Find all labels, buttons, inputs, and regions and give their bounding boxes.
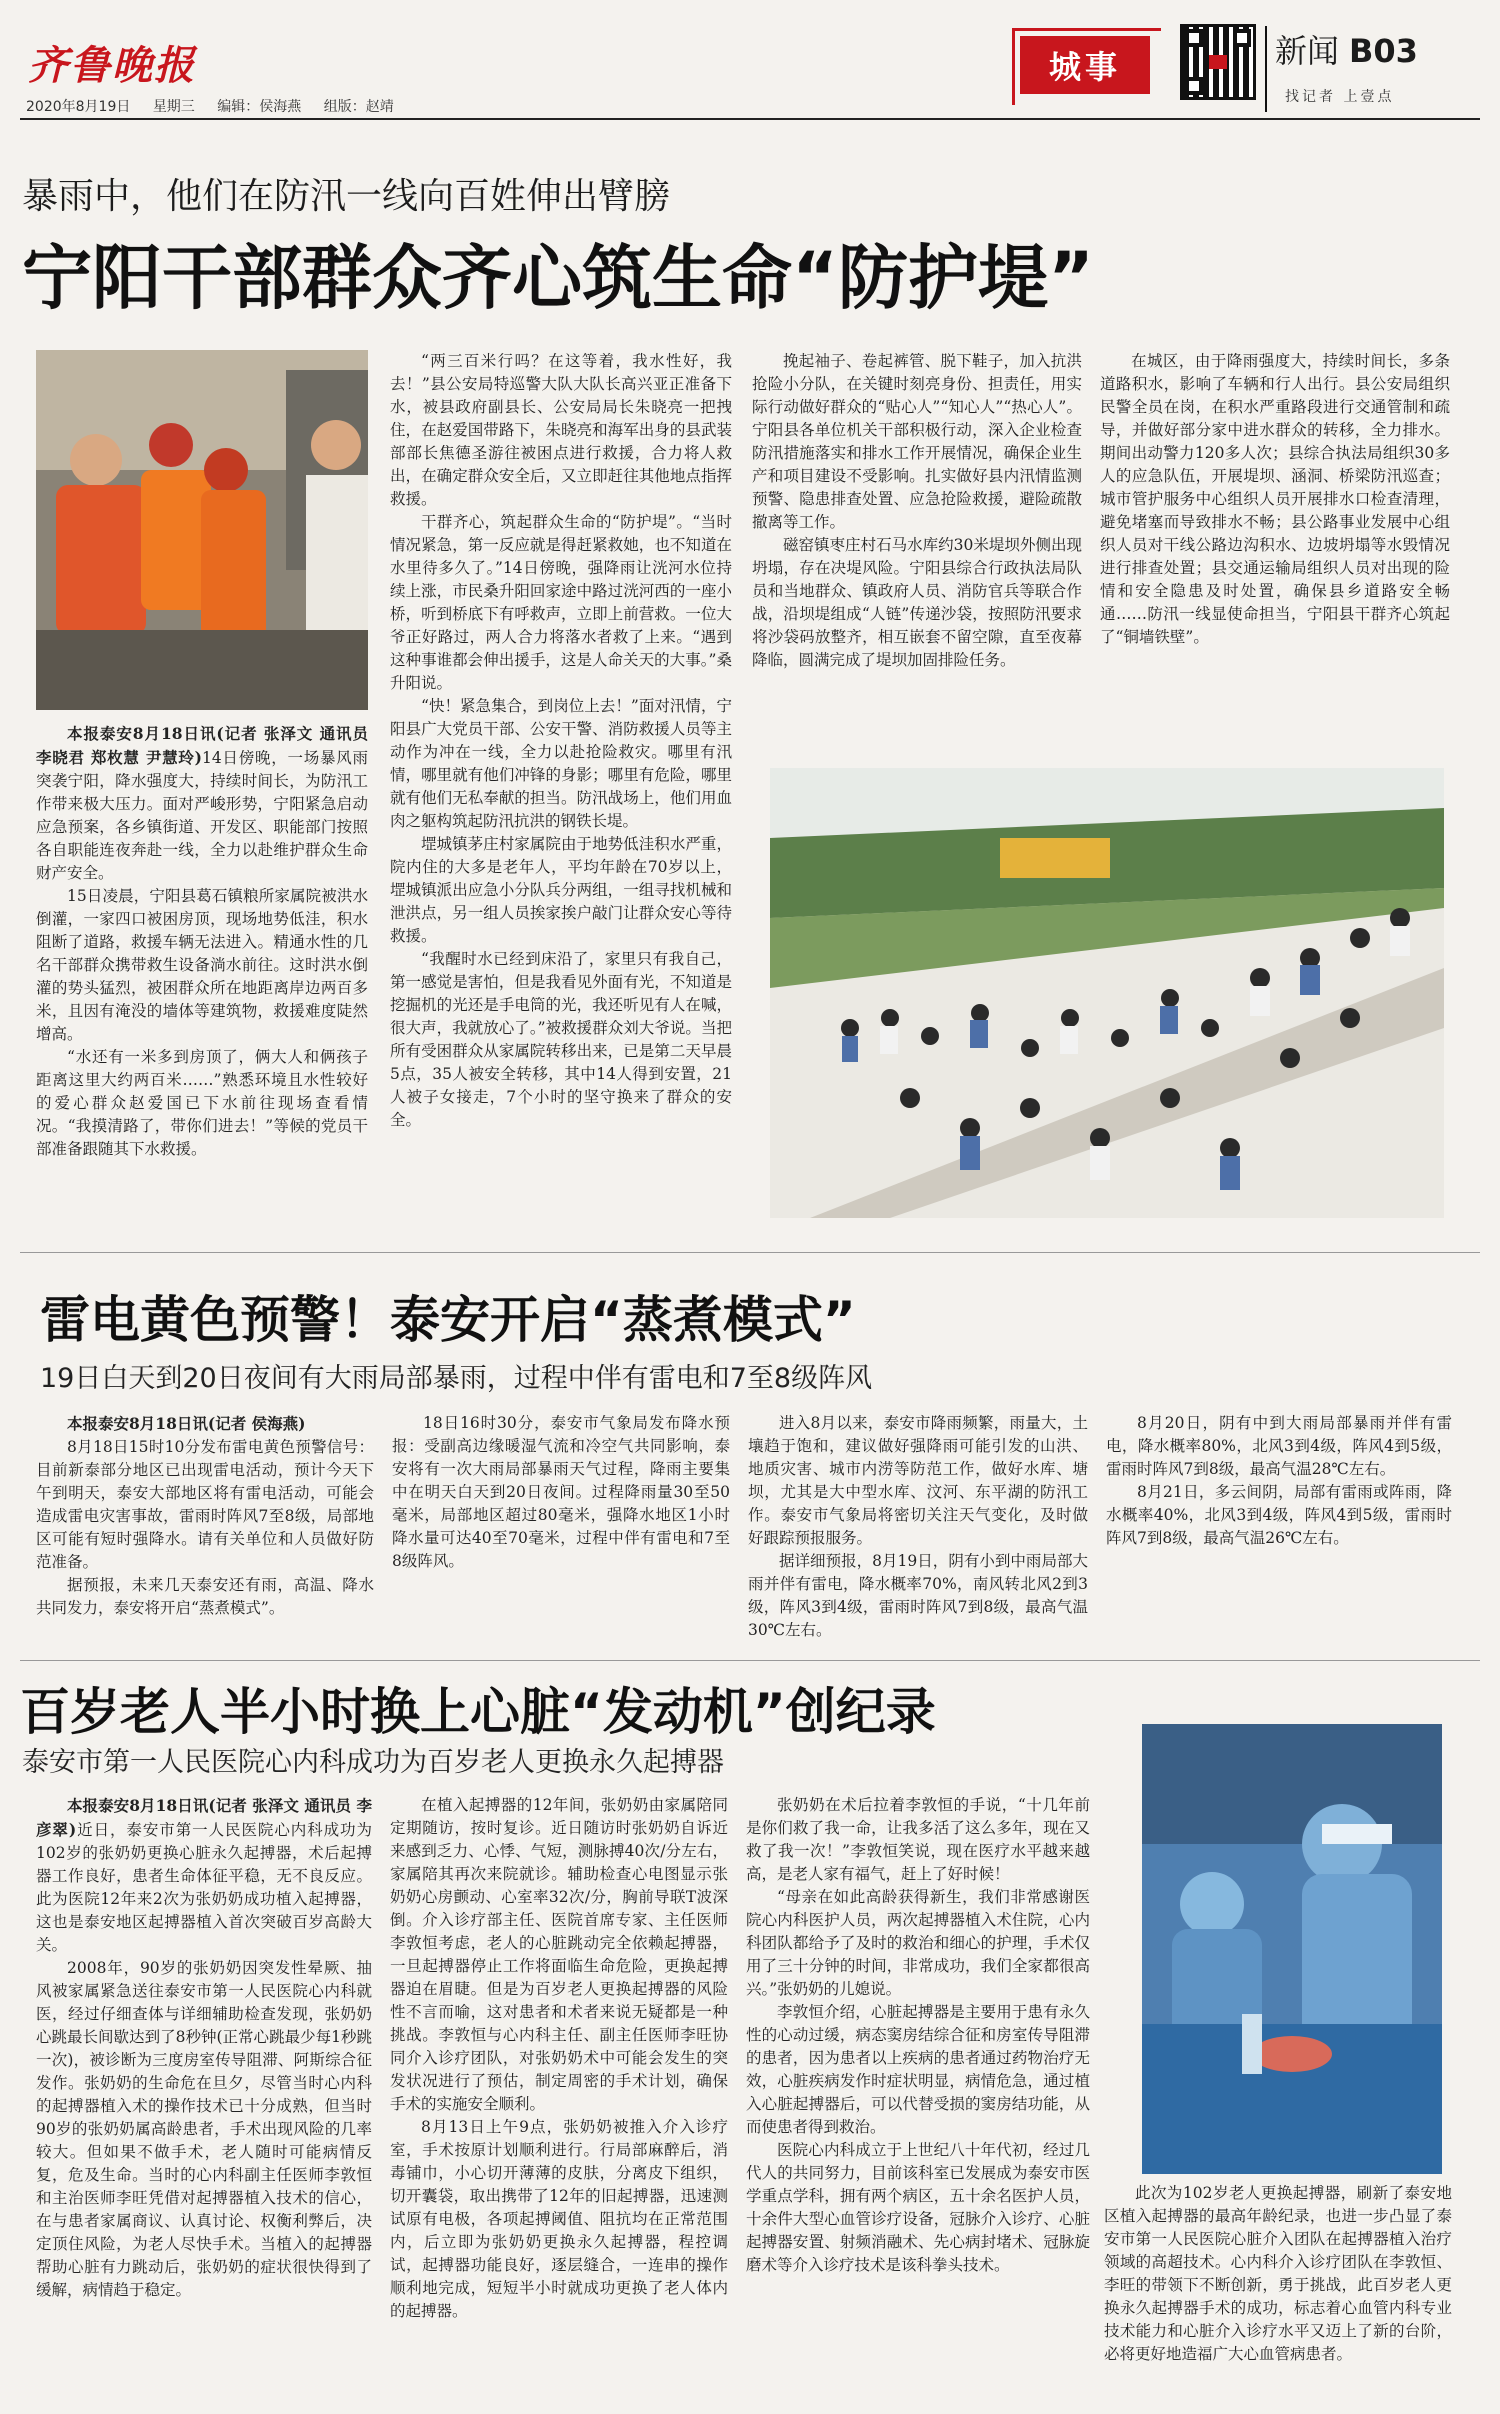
masthead <box>20 14 1480 114</box>
story3-headline: 百岁老人半小时换上心脏“发动机”创纪录 <box>20 1683 936 1741</box>
story1-column-3 <box>752 350 1082 750</box>
story3-paragraph: 张奶奶在术后拉着李敦恒的手说，“十几年前是你们救了我一命，让我多活了这么多年，现在又救了我一次！”李敦恒笑说，现在医疗水平越来越高，是老人家有福气，赶上了好时候！ <box>746 1796 1090 1883</box>
story3-paragraph: 此次为102岁老人更换起搏器，刷新了泰安地区植入起搏器的最高年龄纪录，也进一步凸显了泰安市第一人民医院心脏介入团队在起搏器植入治疗领域的高超技术。心内科介入诊疗团队在李敦恒、李旺的带领下不断创新，勇于挑战，此百岁老人更换永久起搏器手术的成功，标志着心血管内科专业技术能力和心脏介入诊疗水平又迈上了新的台阶，必将更好地造福广大心血管病患者。 <box>1104 2184 1452 2363</box>
story3-subhead: 泰安市第一人民医院心内科成功为百岁老人更换永久起搏器 <box>22 1747 724 1778</box>
story1-paragraph: “快！紧急集合，到岗位上去！”面对汛情，宁阳县广大党员干部、公安干警、消防救援人员等主动作为冲在一线，全力以赴抢险救灾。哪里有汛情，哪里就有他们冲锋的身影；哪里有危险，哪里就有他们无私奉献的担当。防汛战场上，他们用血肉之躯构筑起防汛抗洪的钢铁长堤。 <box>390 697 732 830</box>
story2-paragraph: 8月21日，多云间阴，局部有雷雨或阵雨，降水概率40%，北风3到4级，阵风4到5级，雷雨时阵风7到8级，最高气温26℃左右。 <box>1106 1483 1452 1547</box>
issue-dateline <box>26 96 412 116</box>
story3-column-1 <box>36 1794 372 2394</box>
story2-column-2 <box>392 1412 730 1647</box>
story3-surgery-photo <box>1142 1724 1442 2174</box>
page-number: B03 <box>1349 32 1418 70</box>
page-category: 新闻 <box>1275 32 1340 70</box>
story2-dateline: 本报泰安8月18日讯(记者 侯海燕) <box>67 1414 306 1433</box>
story1-dateline: 本报泰安8月18日讯(记者 张泽文 通讯员 李晓君 郑枚慧 尹慧玲) <box>36 724 368 767</box>
story1-paragraph: 干群齐心，筑起群众生命的“防护堤”。“当时情况紧急，第一反应就是得赶紧救她，也不知道在水里待多久了。”14日傍晚，强降雨让洸河水位持续上涨，市民桑升阳回家途中路过洸河西的一座小桥，听到桥底下有呼救声，立即上前营救。一位大爷正好路过，两人合力将落水者救了上来。“遇到这种事谁都会伸出援手，这是人命关天的大事。”桑升阳说。 <box>390 513 732 692</box>
issue-editor: 编辑：侯海燕 <box>217 99 302 115</box>
story3-paragraph: “母亲在如此高龄获得新生，我们非常感谢医院心内科医护人员，两次起搏器植入术住院，心内科团队都给予了及时的救治和细心的护理，手术仅用了三十分钟的时间，非常成功，我们全家都很高兴。”张奶奶的儿媳说。 <box>746 1888 1090 1998</box>
story2-paragraph: 据预报，未来几天泰安还有雨，高温、降水共同发力，泰安将开启“蒸煮模式”。 <box>36 1576 374 1617</box>
story3-column-4 <box>1104 2182 1452 2396</box>
story2-subhead: 19日白天到20日夜间有大雨局部暴雨，过程中伴有雷电和7至8级阵风 <box>40 1363 873 1394</box>
section-tag: 城事 <box>1020 36 1150 94</box>
story2-column-3 <box>748 1412 1088 1647</box>
story2-paragraph: 8月20日，阴有中到大雨局部暴雨并伴有雷电，降水概率80%，北风3到4级，阵风4到5级，雷雨时阵风7到8级，最高气温28℃左右。 <box>1106 1414 1452 1478</box>
story2-headline: 雷电黄色预警！泰安开启“蒸煮模式” <box>40 1291 856 1349</box>
issue-weekday: 星期三 <box>152 99 195 115</box>
masthead-rule <box>20 118 1480 120</box>
editors-line: 找记者 上壹点 <box>1285 89 1395 105</box>
story1-paragraph: “两三百米行吗？在这等着，我水性好，我去！”县公安局特巡警大队大队长高兴亚正准备下水，被县政府副县长、公安局局长朱晓亮一把拽住，在赵爱国带路下，朱晓亮和海军出身的县武装部部长焦德圣游往被困点进行救援，合力将人救出，在确定群众安全后，又立即赶往其他地点指挥救援。 <box>390 352 732 508</box>
story1-paragraph: 在城区，由于降雨强度大，持续时间长，多条道路积水，影响了车辆和行人出行。县公安局组织民警全员在岗，在积水严重路段进行交通管制和疏导，并做好部分家中进水群众的转移，全力排水。期间出动警力120多人次；县综合执法局组织30多人的应急队伍，开展堤坝、涵洞、桥梁防汛巡查；城市管护服务中心组织人员开展排水口检查清理，避免堵塞而导致排水不畅；县公路事业发展中心组织人员对干线公路边沟积水、边坡坍塌等水毁情况进行排查处置；县交通运输局组织人员对出现的险情和安全隐患及时处置，确保县乡道路安全畅通……防汛一线显使命担当，宁阳县干群齐心筑起了“铜墙铁壁”。 <box>1100 352 1450 646</box>
story2-paragraph: 18日16时30分，泰安市气象局发布降水预报：受副高边缘暖湿气流和冷空气共同影响，泰安将有一次大雨局部暴雨天气过程，降雨主要集中在明天白天到20日夜间。过程降雨量30至50毫米，局部地区超过80毫米，强降水地区1小时降水量可达40至70毫米，过程中伴有雷电和7至8级阵风。 <box>392 1414 730 1570</box>
story2-paragraph: 进入8月以来，泰安市降雨频繁，雨量大，土壤趋于饱和，建议做好强降雨可能引发的山洪、地质灾害、城市内涝等防范工作，做好水库、塘坝，尤其是大中型水库、汶河、东平湖的防汛工作。泰安市气象局将密切关注天气变化，及时做好跟踪预报服务。 <box>748 1414 1088 1547</box>
issue-layout: 组版：赵靖 <box>323 99 394 115</box>
story3-paragraph: 近日，泰安市第一人民医院心内科成功为102岁的张奶奶更换心脏永久起搏器，术后起搏器工作良好，患者生命体征平稳，无不良反应。此为医院12年来2次为张奶奶成功植入起搏器，这也是泰安地区起搏器植入首次突破百岁高龄大关。 <box>36 1821 372 1954</box>
story2-paragraph: 8月18日15时10分发布雷电黄色预警信号：目前新泰部分地区已出现雷电活动，预计今天下午到明天，泰安大部地区将有雷电活动，可能会造成雷电灾害事故，雷雨时阵风7至8级，局部地区可能有短时强降水。请有关单位和人员做好防范准备。 <box>36 1438 374 1571</box>
story1-paragraph: 磁窑镇枣庄村石马水库约30米堤坝外侧出现坍塌，存在决堤风险。宁阳县综合行政执法局队员和当地群众、镇政府人员、消防官兵等联合作战，沿坝堤组成“人链”传递沙袋，按照防汛要求将沙袋码放整齐，相互嵌套不留空隙，直至夜幕降临，圆满完成了堤坝加固排险任务。 <box>752 536 1082 669</box>
story1-paragraph: 15日凌晨，宁阳县葛石镇粮所家属院被洪水倒灌，一家四口被困房顶，现场地势低洼，积水阻断了道路，救援车辆无法进入。精通水性的几名干部群众携带救生设备淌水前往。这时洪水倒灌的势头猛烈，被困群众所在地距离岸边两百多米，且因有淹没的墙体等建筑物，救援难度陡然增高。 <box>36 887 368 1043</box>
qr-code-icon <box>1180 24 1256 100</box>
story3-column-3 <box>746 1794 1090 2394</box>
story1-rescue-photo <box>36 350 368 710</box>
story2-divider <box>20 1660 1480 1661</box>
story3-paragraph: 2008年，90岁的张奶奶因突发性晕厥、抽风被家属紧急送往泰安市第一人民医院心内科就医，经过仔细查体与详细辅助检查发现，张奶奶心跳最长间歇达到了8秒钟(正常心跳最少每1秒跳一次)，被诊断为三度房室传导阻滞、阿斯综合征发作。张奶奶的生命危在旦夕，尽管当时心内科的起搏器植入术的操作技术已十分成熟，但当时90岁的张奶奶属高龄患者，手术出现风险的几率较大。但如果不做手术，老人随时可能病情反复，危及生命。当时的心内科副主任医师李敦恒和主治医师李旺凭借对起搏器植入技术的信心，在与患者家属商议、认真讨论、权衡利弊后，决定顶住风险，为老人尽快手术。当植入的起搏器帮助心脏有力跳动后，张奶奶的症状很快得到了缓解，病情趋于稳定。 <box>36 1959 372 2299</box>
story1-column-2 <box>390 350 732 1395</box>
story2-column-1 <box>36 1412 374 1647</box>
story1-paragraph: 挽起袖子、卷起裤管、脱下鞋子，加入抗洪抢险小分队，在关键时刻亮身份、担责任，用实际行动做好群众的“贴心人”“知心人”“热心人”。宁阳县各单位机关干部积极行动，深入企业检查防汛措施落实和排水工作开展情况，确保企业生产和项目建设不受影响。扎实做好县内汛情监测预警、隐患排查处置、应急抢险救援，避险疏散撤离等工作。 <box>752 352 1082 531</box>
story1-levee-photo <box>770 768 1444 1218</box>
story1-column-4 <box>1100 350 1450 750</box>
story1-paragraph: 堽城镇茅庄村家属院由于地势低洼积水严重，院内住的大多是老年人，平均年龄在70岁以上，堽城镇派出应急小分队兵分两组，一组寻找机械和泄洪点，另一组人员挨家挨户敲门让群众安心等待救援。 <box>390 835 732 945</box>
newspaper-logo: 齐鲁晚报 <box>28 42 196 89</box>
story3-paragraph: 在植入起搏器的12年间，张奶奶由家属陪同定期随访，按时复诊。近日随访时张奶奶自诉近来感到乏力、心悸、气短，测脉搏40次/分左右，家属陪其再次来院就诊。辅助检查心电图显示张奶奶心房颤动、心室率32次/分，胸前导联T波深倒。介入诊疗部主任、医院首席专家、主任医师李敦恒考虑，老人的心脏跳动完全依赖起搏器，一旦起搏器停止工作将面临生命危险，更换起搏器迫在眉睫。但是为百岁老人更换起搏器的风险性不言而喻，这对患者和术者来说无疑都是一种挑战。李敦恒与心内科主任、副主任医师李旺协同介入诊疗团队，对张奶奶术中可能会发生的突发状况进行了预估，制定周密的手术计划，确保手术的实施安全顺利。 <box>390 1796 728 2113</box>
story3-paragraph: 李敦恒介绍，心脏起搏器是主要用于患有永久性的心动过缓，病态窦房结综合征和房室传导阻滞的患者，因为患者以上疾病的患者通过药物治疗无效，心脏疾病发作时症状明显，病情危急，通过植入心脏起搏器后，可以代替受损的窦房结功能，从而使患者得到救治。 <box>746 2003 1090 2136</box>
story1-divider <box>20 1252 1480 1253</box>
story3-dateline: 本报泰安8月18日讯(记者 张泽文 通讯员 李彦翠) <box>36 1796 372 1839</box>
story2-paragraph: 据详细预报，8月19日，阴有小到中雨局部大雨并伴有雷电，降水概率70%，南风转北风2到3级，阵风3到4级，雷雨时阵风7到8级，最高气温30℃左右。 <box>748 1552 1088 1639</box>
story1-paragraph: 14日傍晚，一场暴风雨突袭宁阳，降水强度大，持续时间长，为防汛工作带来极大压力。面对严峻形势，宁阳紧急启动应急预案，各乡镇街道、开发区、职能部门按照各自职能连夜奔赴一线，全力以赴维护群众生命财产安全。 <box>36 749 368 882</box>
story3-paragraph: 8月13日上午9点，张奶奶被推入介入诊疗室，手术按原计划顺利进行。行局部麻醉后，消毒铺巾，小心切开薄薄的皮肤，分离皮下组织，切开囊袋，取出携带了12年的旧起搏器，迅速测试原有电极，各项起搏阈值、阻抗均在正常范围内，后立即为张奶奶更换永久起搏器，程控调试，起搏器功能良好，逐层缝合，一连串的操作顺利地完成，短短半小时就成功更换了老人体内的起搏器。 <box>390 2118 728 2320</box>
story1-kicker: 暴雨中，他们在防汛一线向百姓伸出臂膀 <box>22 176 671 217</box>
story2-column-4 <box>1106 1412 1452 1647</box>
page-label <box>1275 26 1418 72</box>
story1-headline: 宁阳干部群众齐心筑生命“防护堤” <box>22 237 1095 319</box>
story1-paragraph: “水还有一米多到房顶了，俩大人和俩孩子距离这里大约两百米……”熟悉环境且水性较好的爱心群众赵爱国已下水前往现场查看情况。“我摸清路了，带你们进去！”等候的党员干部准备跟随其下水救援。 <box>36 1048 368 1158</box>
issue-date: 2020年8月19日 <box>26 99 131 115</box>
story1-paragraph: “我醒时水已经到床沿了，家里只有我自己，第一感觉是害怕，但是我看见外面有光，不知道是挖掘机的光还是手电筒的光，我还听见有人在喊，很大声，我就放心了。”被救援群众刘大爷说。当把所有受困群众从家属院转移出来，已是第二天早晨5点，35人被安全转移，其中14人得到安置，21人被子女接走，7个小时的坚守换来了群众的安全。 <box>390 950 732 1129</box>
story3-paragraph: 医院心内科成立于上世纪八十年代初，经过几代人的共同努力，目前该科室已发展成为泰安市医学重点学科，拥有两个病区，五十余名医护人员，十余件大型心血管诊疗设备，冠脉介入诊疗、心脏起搏器安置、射频消融术、先心病封堵术、冠脉旋磨术等介入诊疗技术是该科拳头技术。 <box>746 2141 1090 2274</box>
story3-column-2 <box>390 1794 728 2394</box>
